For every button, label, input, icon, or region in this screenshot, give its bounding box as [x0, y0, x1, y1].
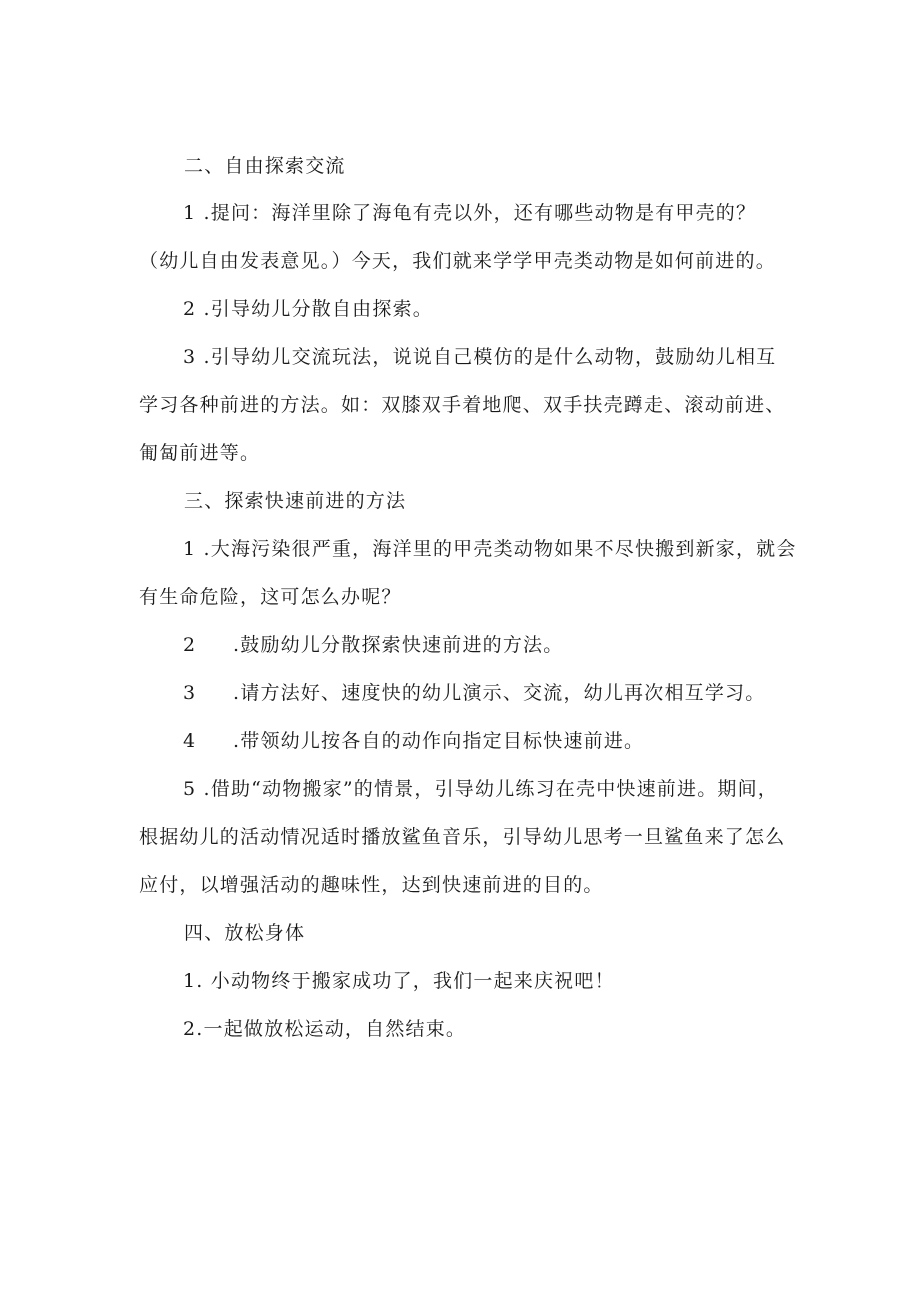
- item-text: .借助“动物搬家”的情景，引导幼儿练习在壳中快速前进。期间，: [196, 778, 779, 800]
- paragraph-3-5-line-3: 应付，以增强活动的趣味性，达到快速前进的目的。: [139, 874, 604, 896]
- item-text: .请方法好、速度快的幼儿演示、交流，幼儿再次相互学习。: [233, 682, 766, 704]
- item-number: 2: [183, 298, 197, 320]
- section-heading-2: 二、自由探索交流: [184, 155, 346, 177]
- item-number: 4: [183, 730, 197, 752]
- item-text: .鼓励幼儿分散探索快速前进的方法。: [233, 634, 564, 656]
- paragraph-2-3-line-2: 学习各种前进的方法。如：双膝双手着地爬、双手扶壳蹲走、滚动前进、: [139, 394, 786, 416]
- section-heading-4: 四、放松身体: [184, 922, 306, 944]
- paragraph-3-5-line-1: [183, 777, 778, 801]
- paragraph-2-3-line-3: 匍匐前进等。: [139, 442, 261, 464]
- paragraph-4-2: 2.一起做放松运动，自然结束。: [183, 1018, 467, 1040]
- item-number: 3: [183, 682, 197, 704]
- item-text: .带领幼儿按各自的动作向指定目标快速前进。: [233, 730, 645, 752]
- paragraph-2-3-line-1: [183, 345, 776, 369]
- item-text: .引导幼儿交流玩法，说说自己模仿的是什么动物，鼓励幼儿相互: [196, 346, 777, 368]
- paragraph-3-2: [183, 633, 563, 657]
- item-number: 1: [183, 202, 197, 224]
- paragraph-3-1-line-1: [183, 537, 797, 561]
- paragraph-3-5-line-2: 根据幼儿的活动情况适时播放鲨鱼音乐，引导幼儿思考一旦鲨鱼来了怎么: [139, 826, 786, 848]
- item-number: 2: [183, 634, 197, 656]
- paragraph-2-1-line-2: （幼儿自由发表意见。）今天，我们就来学学甲壳类动物是如何前进的。: [139, 250, 776, 272]
- section-heading-3: 三、探索快速前进的方法: [184, 490, 407, 512]
- paragraph-2-1-line-1: [183, 201, 756, 225]
- item-text: .大海污染很严重，海洋里的甲壳类动物如果不尽快搬到新家，就会: [196, 538, 797, 560]
- item-number: 3: [183, 346, 197, 368]
- paragraph-2-2: [183, 297, 433, 321]
- item-number: 5: [183, 778, 197, 800]
- paragraph-3-4: [183, 729, 644, 753]
- item-number: 1: [183, 538, 197, 560]
- item-text: .引导幼儿分散自由探索。: [196, 298, 433, 320]
- paragraph-4-1: 1. 小动物终于搬家成功了，我们一起来庆祝吧！: [183, 970, 615, 992]
- paragraph-3-1-line-2: 有生命危险，这可怎么办呢？: [139, 586, 402, 608]
- paragraph-3-3: [183, 681, 765, 705]
- item-text: .提问：海洋里除了海龟有壳以外，还有哪些动物是有甲壳的？: [196, 202, 757, 224]
